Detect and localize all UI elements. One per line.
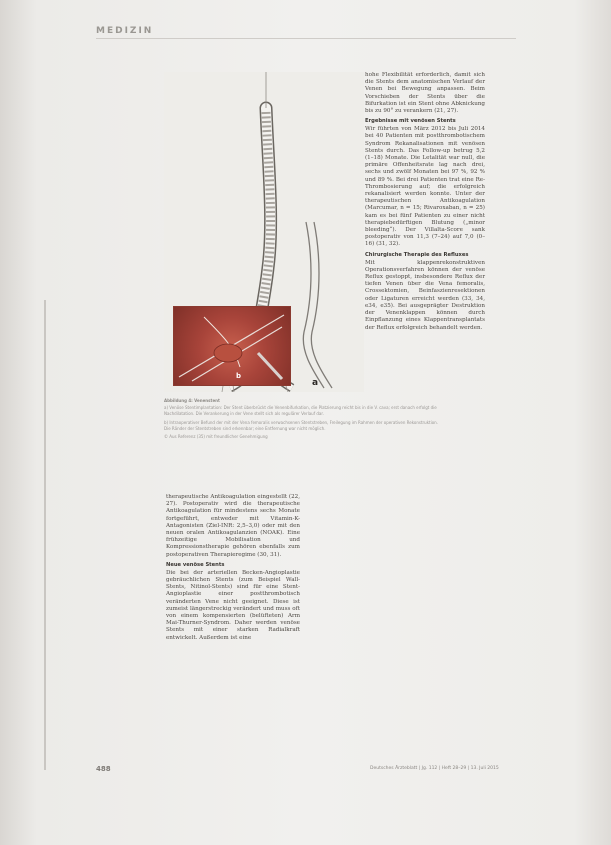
margin-rule <box>44 300 46 770</box>
journal-footer: Deutsches Ärzteblatt | Jg. 112 | Heft 28–29 | 13. Juli 2015 <box>370 766 499 771</box>
figure-label-b: b <box>236 372 242 380</box>
header-rule <box>96 38 516 39</box>
body-paragraph: Die bei der arteriellen Becken-Angioplastie gebräuchlichen Stents (zum Beispiel Wall-Stents, Nitinol-Stents) sind für eine Stent-Angioplastie einer postthrombotisch veränderten Vene nicht geeignet. Diese ist zumeist längerstreckig verändert und muss oft von einem kompensierten (belüfteten) Arm Mai-Thurner-Syndrom. Daher werden venöse Stents mit einer starken Radialkraft entwickelt. Außerdem ist eine <box>166 569 300 641</box>
caption-title: Abbildung 4: Venenstent <box>164 398 220 403</box>
body-paragraph: therapeutische Antikoagulation eingestellt (22, 27). Postoperativ wird die therapeutische Antikoagulation für mindestens sechs Monate fortgeführt, entweder mit Vitamin-K-Antagonisten (Ziel-INR: 2,5–3,0) oder mit den neuen oralen Antikoagulanzien (NOAK). Eine frühzeitige Mobilisation und Kompressionstherapie gehören ebenfalls zum postoperativen Therapieregime (30, 31). <box>166 494 300 558</box>
figure-label-a: a <box>312 378 319 388</box>
caption-paragraph: b) Intraoperativer Befund der mit der Vena femoralis verwachsenen Stentstreben, Freilegung im Rahmen der operativen Rekonstruktion. Die Ränder der Stentstreben sind erkennbar; eine Entfernung war nicht möglich. <box>164 419 438 431</box>
left-text-column <box>166 494 300 642</box>
section-header: MEDIZIN <box>96 26 154 36</box>
caption-credit: © Aus Referenz (35) mit freundlicher Genehmigung <box>164 434 268 440</box>
body-paragraph: Wir führten von März 2012 bis Juli 2014 bei 40 Patienten mit postthrombotischem Syndrom Rekanalisationen mit venösen Stents durch. Das Follow-up betrug 5,2 (1–18) Monate. Die Letalität war null, die primäre Offenheitsrate lag nach drei, sechs und zwölf Monaten bei 97 %, 92 % und 89 %. Bei drei Patienten trat eine Re-Thrombosierung auf; die erfolgreich rekanalisiert werden konnte. Unter der therapeutischen Antikoagulation (Marcumar, n = 15; Rivaroxaban, n = 25) kam es bei fünf Patienten zu einer nicht therapiebedürftigen Blutung („minor bleeding“). Der Villalta-Score sank postoperativ von 11,3 (7–24) auf 7,0 (0–16) (31, 32). <box>365 126 485 248</box>
section-heading: Neue venöse Stents <box>166 561 225 568</box>
figure-caption <box>164 398 442 442</box>
intraoperative-photo <box>173 306 291 386</box>
page-number: 488 <box>96 765 111 773</box>
body-paragraph: hohe Flexibilität erforderlich, damit sich die Stents dem anatomischen Verlauf der Venen bei Bewegung anpassen. Beim Vorschieben der Stents über die Bifurkation ist ein Stent ohne Abknickung bis zu 90° zu verankern (21, 27). <box>365 72 485 115</box>
body-paragraph: Mit klappenrekonstruktiven Operationsverfahren können der venöse Reflux gestoppt, insbesondere Reflux der tiefen Venen über die Vena femoralis, Crossektomien, Beinfaszienresektionen oder Ligaturen erreicht werden (33, 34, e34, e35). Bei ausgeprägter Destruktion der Venenklappen können durch Einpflanzung eines Klappentransplantats der Reflux erfolgreich behandelt werden. <box>365 259 485 331</box>
section-heading: Ergebnisse mit venösen Stents <box>365 118 456 125</box>
section-heading: Chirurgische Therapie des Refluxes <box>365 251 469 258</box>
caption-paragraph: a) Venöse Stentimplantation: Der Stent überbrückt die Venenbifurkation, die Platzierung reicht bis in die V. cava; erst danach erfolgt die Nachdilatation. Die Verankerung in der Vene stellt sich als regulärer Verlauf dar. <box>164 405 437 417</box>
right-text-column <box>365 72 485 332</box>
